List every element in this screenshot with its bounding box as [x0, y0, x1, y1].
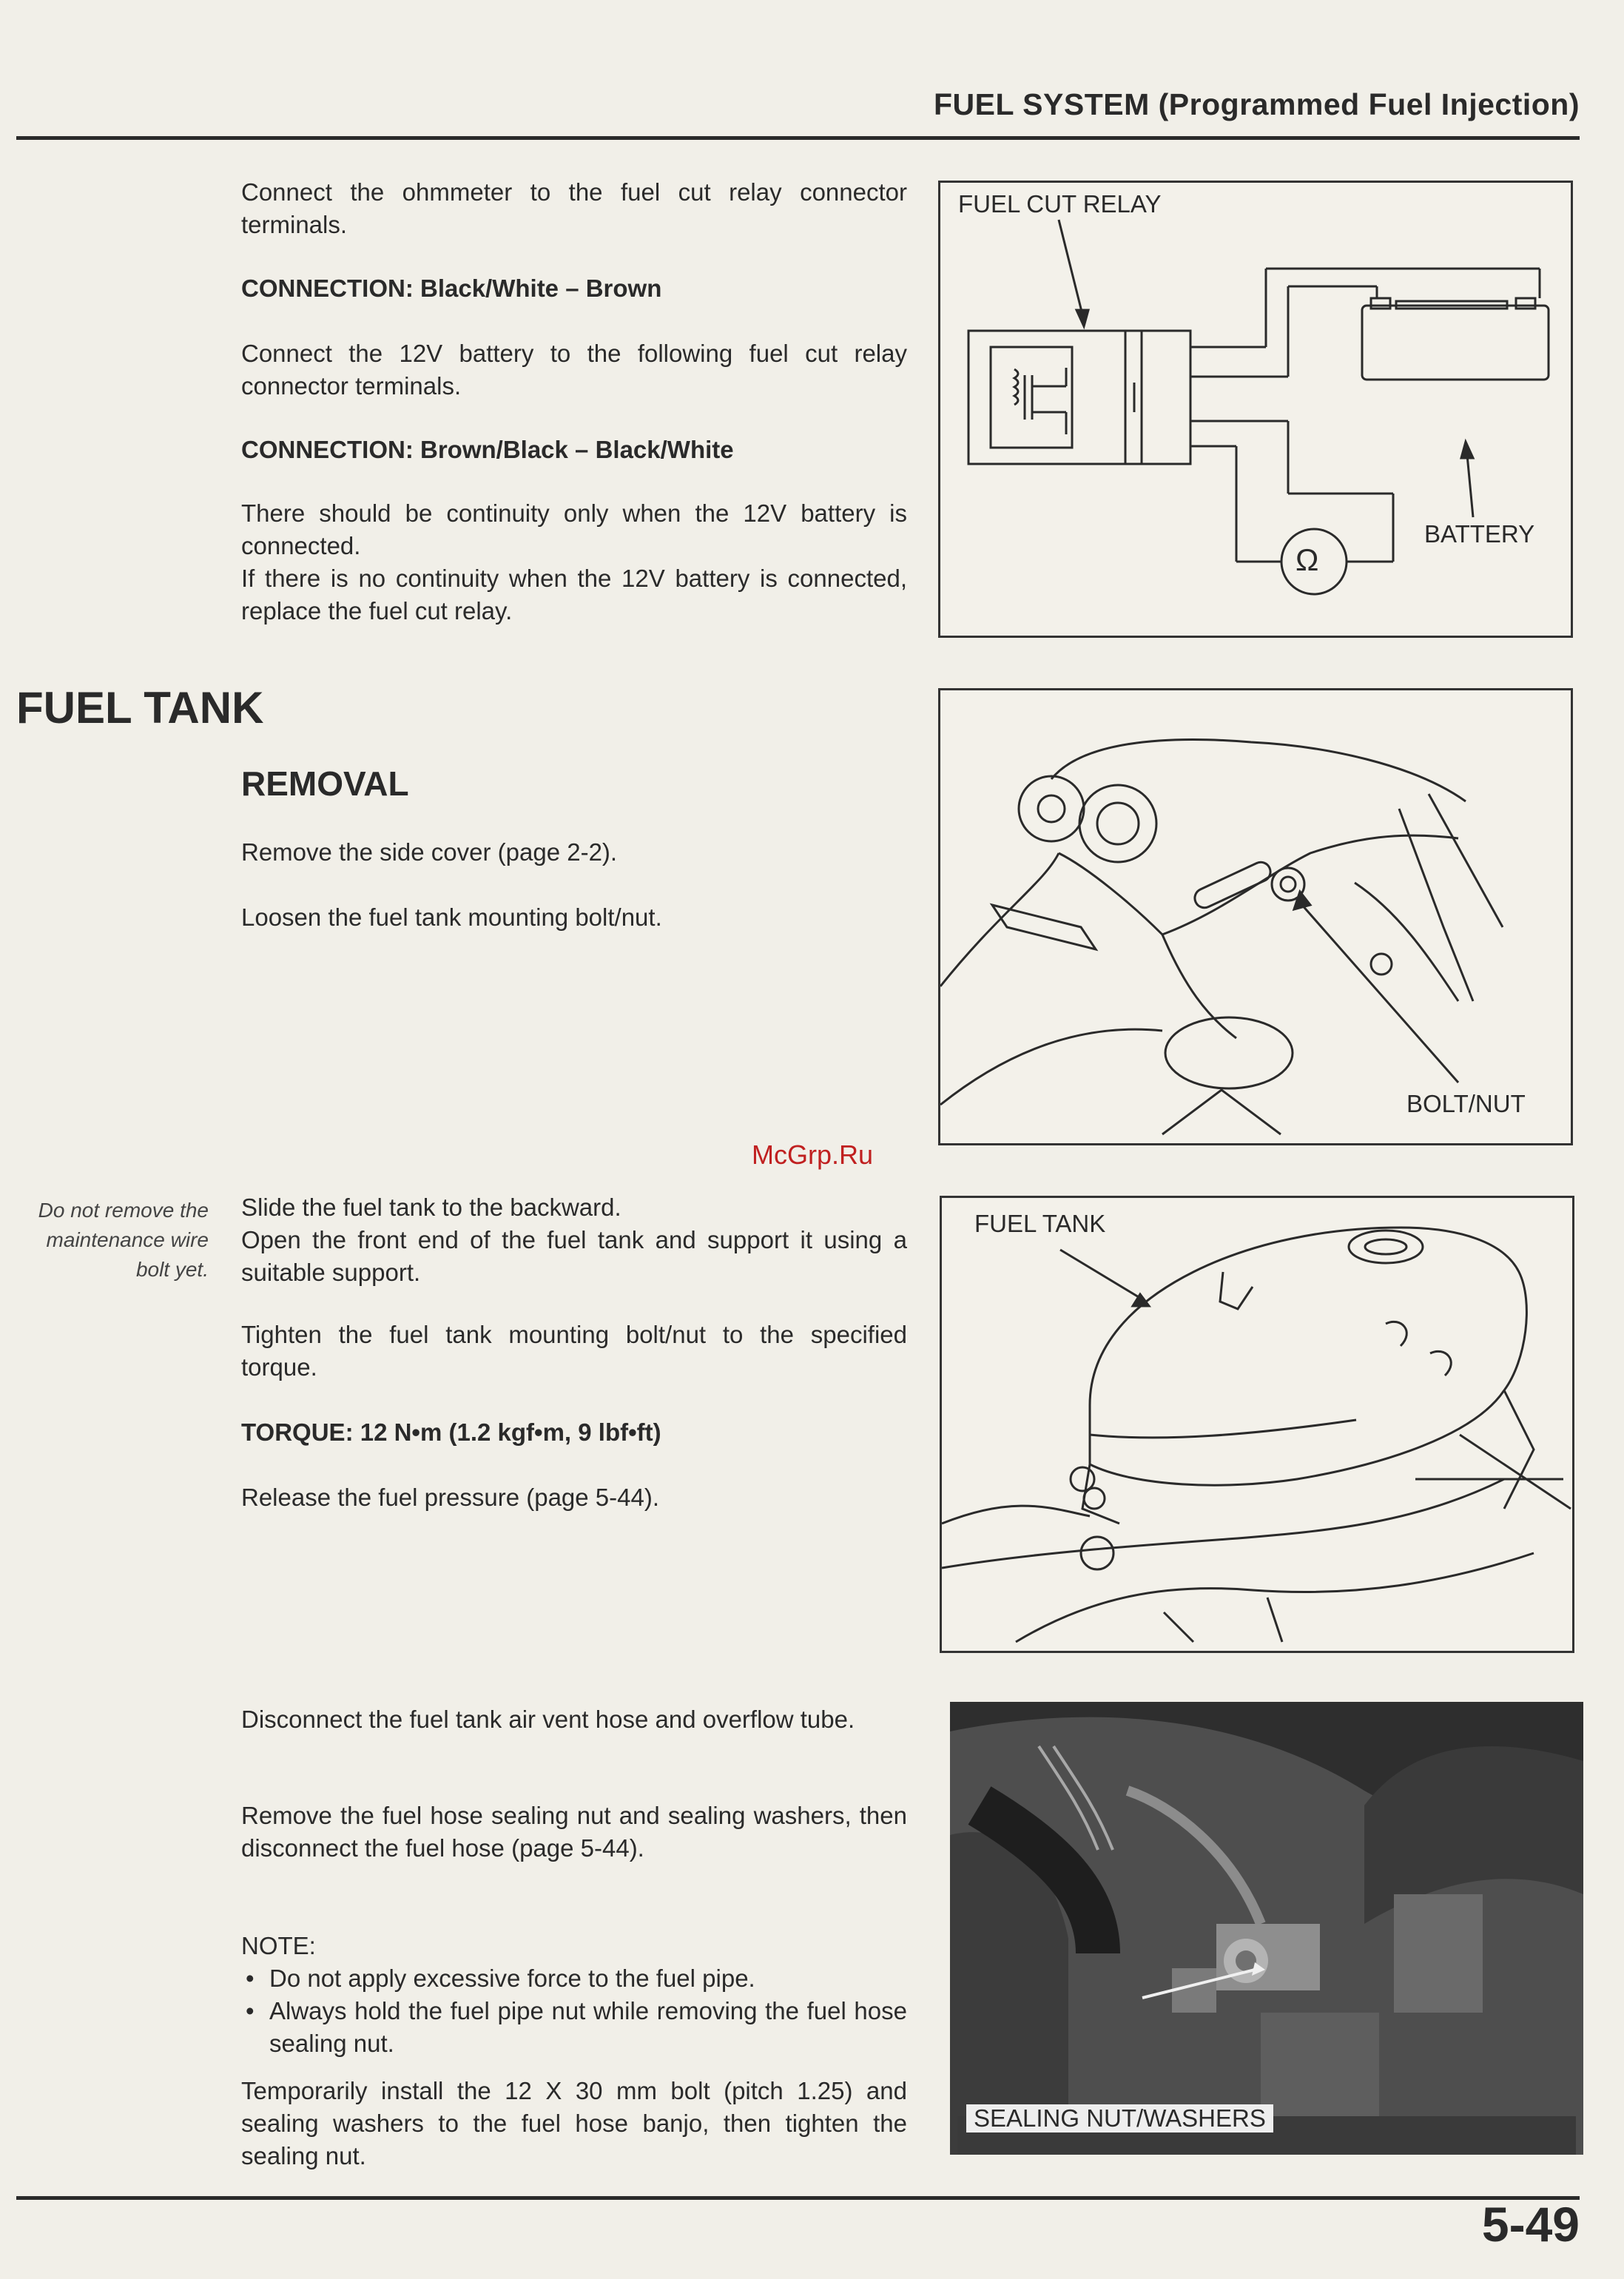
- relay-connection-2: CONNECTION: Brown/Black – Black/White: [241, 436, 734, 463]
- bolt-nut-label: BOLT/NUT: [1406, 1090, 1526, 1117]
- relay-paragraph-2: Connect the 12V battery to the following fuel cut relay connector terminals.: [241, 340, 907, 400]
- fuel-tank-illustration: [942, 1198, 1572, 1651]
- subsection-title: REMOVAL: [241, 764, 409, 803]
- note-item: • Do not apply excessive force to the fuel pipe.: [241, 1962, 907, 1995]
- ohmmeter-symbol: Ω: [1296, 542, 1319, 577]
- hose-step-2: Remove the fuel hose sealing nut and sealing washers, then disconnect the fuel hose (page 5-44).: [241, 1802, 907, 1862]
- relay-paragraph-3: There should be continuity only when the 12V battery is connected.: [241, 499, 907, 559]
- bolt-nut-figure: [938, 688, 1573, 1145]
- fuel-cut-relay-figure: [938, 181, 1573, 638]
- bolt-nut-illustration: [940, 690, 1571, 1143]
- note-item: • Always hold the fuel pipe nut while removing the fuel hose sealing nut.: [241, 1995, 907, 2060]
- hose-step-1: Disconnect the fuel tank air vent hose and overflow tube.: [241, 1706, 855, 1733]
- page-number: 5-49: [1481, 2197, 1580, 2252]
- note-list: [241, 1962, 907, 2060]
- torque-spec: TORQUE: 12 N•m (1.2 kgf•m, 9 lbf•ft): [241, 1418, 661, 1446]
- note-title: NOTE:: [241, 1932, 316, 1959]
- tank-step-4: Release the fuel pressure (page 5-44).: [241, 1484, 659, 1511]
- section-title: FUEL TANK: [16, 683, 264, 733]
- removal-step-1: Remove the side cover (page 2-2).: [241, 838, 618, 866]
- fuel-tank-label: FUEL TANK: [974, 1210, 1106, 1237]
- relay-circuit-diagram: [940, 183, 1571, 636]
- relay-connection-1: CONNECTION: Black/White – Brown: [241, 275, 662, 302]
- tank-step-2: Open the front end of the fuel tank and support it using a suitable support.: [241, 1226, 907, 1286]
- hose-step-3: Temporarily install the 12 X 30 mm bolt (pitch 1.25) and sealing washers to the fuel hose banjo, then tighten the sealing nut.: [241, 2077, 907, 2169]
- relay-paragraph-1: Connect the ohmmeter to the fuel cut relay connector terminals.: [241, 178, 907, 238]
- relay-paragraph-4: If there is no continuity when the 12V battery is connected, replace the fuel cut relay.: [241, 565, 907, 625]
- engine-photo-illustration: [950, 1702, 1583, 2155]
- sealing-nut-label-box: [966, 2104, 1273, 2132]
- watermark: McGrp.Ru: [752, 1140, 874, 1170]
- side-note: Do not remove the maintenance wire bolt yet.: [38, 1199, 209, 1281]
- tank-step-3: Tighten the fuel tank mounting bolt/nut to the specified torque.: [241, 1321, 907, 1381]
- fuel-tank-figure: [940, 1196, 1574, 1653]
- fuel-cut-relay-label: FUEL CUT RELAY: [958, 190, 1162, 218]
- footer-rule: [16, 2196, 1580, 2200]
- sealing-nut-label: SEALING NUT/WASHERS: [974, 2104, 1266, 2132]
- battery-label: BATTERY: [1424, 520, 1535, 548]
- sealing-nut-photo: [950, 1702, 1583, 2155]
- header-rule: [16, 136, 1580, 140]
- tank-step-1: Slide the fuel tank to the backward.: [241, 1194, 621, 1221]
- page-header-title: FUEL SYSTEM (Programmed Fuel Injection): [933, 87, 1580, 121]
- removal-step-2: Loosen the fuel tank mounting bolt/nut.: [241, 903, 662, 931]
